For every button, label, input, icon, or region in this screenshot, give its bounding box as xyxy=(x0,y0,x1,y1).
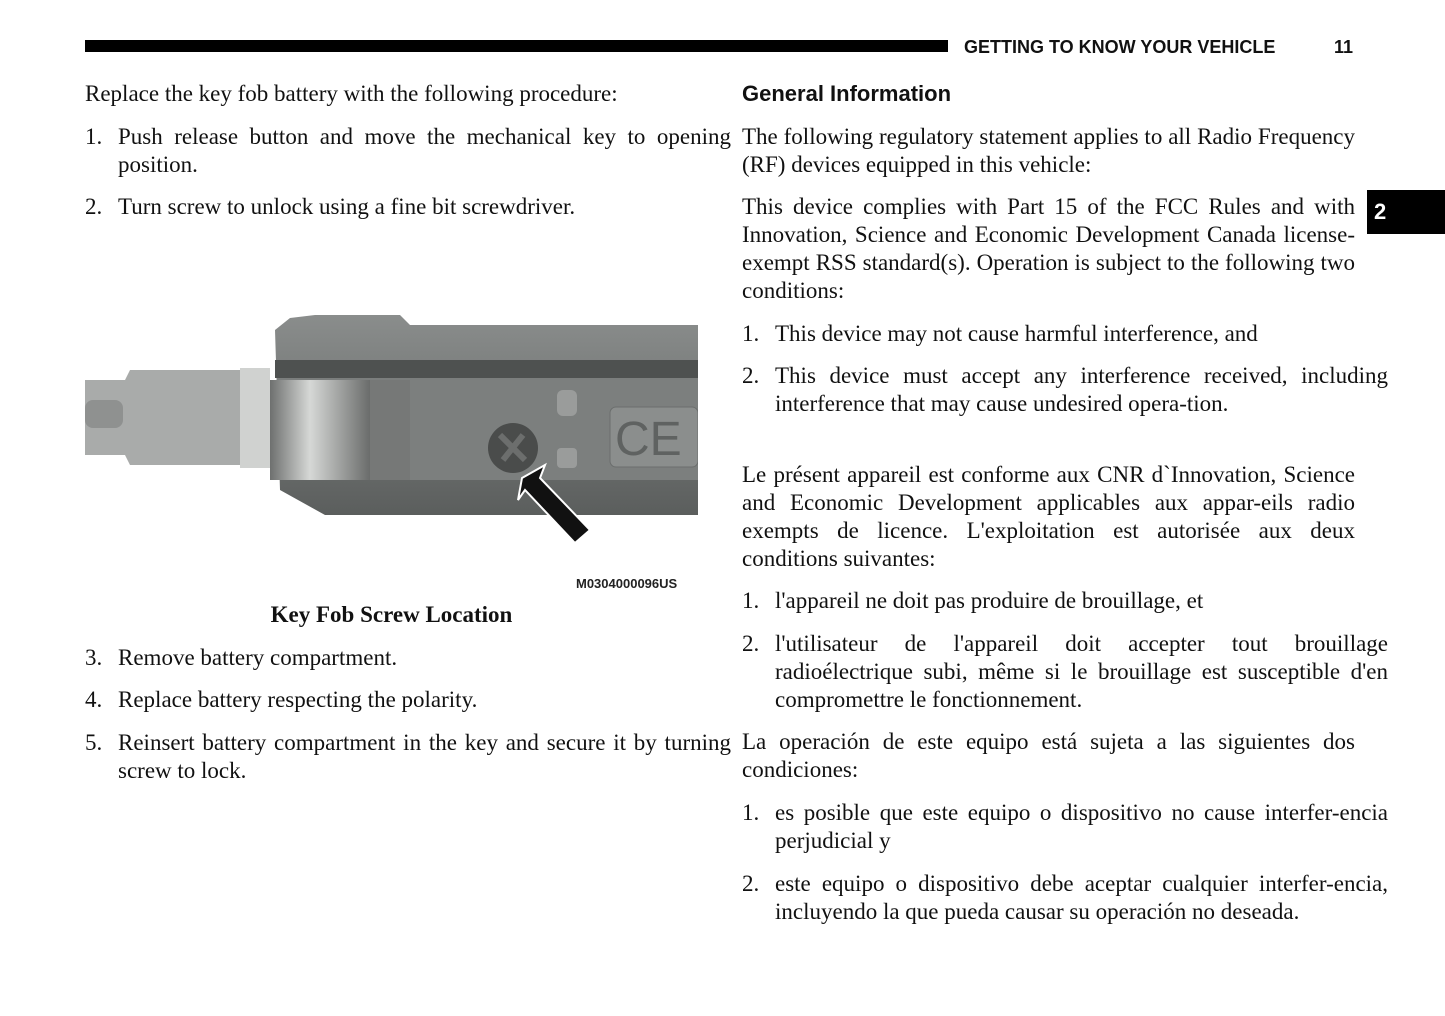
figure-code: M0304000096US xyxy=(576,576,678,591)
list-item xyxy=(85,123,731,179)
paragraph: This device complies with Part 15 of the FCC Rules and with Innovation, Science and Economic Development Canada license-exempt RSS standard(s). Operation is subject to the following two conditions: xyxy=(742,194,1355,303)
list-item xyxy=(742,630,1388,714)
list-text: l'appareil ne doit pas produire de brouillage, et xyxy=(775,588,1204,613)
list-text: Replace battery respecting the polarity. xyxy=(118,687,478,712)
list-item xyxy=(85,686,731,714)
key-fob-figure xyxy=(85,300,698,570)
paragraph: The following regulatory statement applies to all Radio Frequency (RF) devices equipped in this vehicle: xyxy=(742,124,1355,177)
list-number: 5. xyxy=(85,730,103,755)
list-number: 2. xyxy=(742,631,760,656)
figure-caption: Key Fob Screw Location xyxy=(270,602,513,627)
intro-paragraph: Replace the key fob battery with the following procedure: xyxy=(85,81,618,106)
list-item xyxy=(742,587,1388,615)
list-item xyxy=(742,799,1388,855)
list-number: 1. xyxy=(742,321,760,346)
paragraph: Le présent appareil est conforme aux CNR d`Innovation, Science and Economic Development applicables aux appar-eils radio exempts de licence. L'exploitation est autorisée aux deux conditions suivantes: xyxy=(742,462,1355,571)
section-title: GETTING TO KNOW YOUR VEHICLE xyxy=(964,37,1276,57)
list-text: This device may not cause harmful interference, and xyxy=(775,321,1258,346)
svg-text:CE: CE xyxy=(615,413,682,466)
list-item xyxy=(85,729,731,785)
list-number: 1. xyxy=(85,124,103,149)
list-text: Remove battery compartment. xyxy=(118,645,398,670)
list-text: este equipo o dispositivo debe aceptar cualquier interfer-encia, incluyendo la que pueda causar su operación no deseada. xyxy=(775,871,1388,924)
list-number: 3. xyxy=(85,645,103,670)
page-number: 11 xyxy=(1334,37,1354,57)
list-item xyxy=(85,644,731,672)
list-number: 4. xyxy=(85,687,103,712)
list-text: l'utilisateur de l'appareil doit accepter tout brouillage radioélectrique subi, même si le brouillage est susceptible d'en compromettre le fonctionnement. xyxy=(775,631,1388,712)
list-text: Push release button and move the mechanical key to opening position. xyxy=(118,124,731,177)
list-number: 2. xyxy=(742,871,760,896)
list-text: Reinsert battery compartment in the key and secure it by turning screw to lock. xyxy=(118,730,731,783)
list-number: 1. xyxy=(742,800,760,825)
list-text: es posible que este equipo o dispositivo no cause interfer-encia perjudicial y xyxy=(775,800,1388,853)
list-item xyxy=(742,320,1388,348)
header-rule xyxy=(85,40,948,52)
list-number: 2. xyxy=(85,194,103,219)
list-item xyxy=(85,193,731,221)
list-number: 2. xyxy=(742,363,760,388)
chapter-tab[interactable]: 2 xyxy=(1367,190,1445,234)
section-heading: General Information xyxy=(742,81,952,106)
list-item xyxy=(742,362,1388,418)
list-number: 1. xyxy=(742,588,760,613)
key-fob-illustration xyxy=(85,300,698,570)
paragraph: La operación de este equipo está sujeta a las siguientes dos condiciones: xyxy=(742,729,1355,782)
list-text: Turn screw to unlock using a fine bit screwdriver. xyxy=(118,194,576,219)
list-text: This device must accept any interference received, including interference that may cause undesired opera-tion. xyxy=(775,363,1388,416)
list-item xyxy=(742,870,1388,926)
